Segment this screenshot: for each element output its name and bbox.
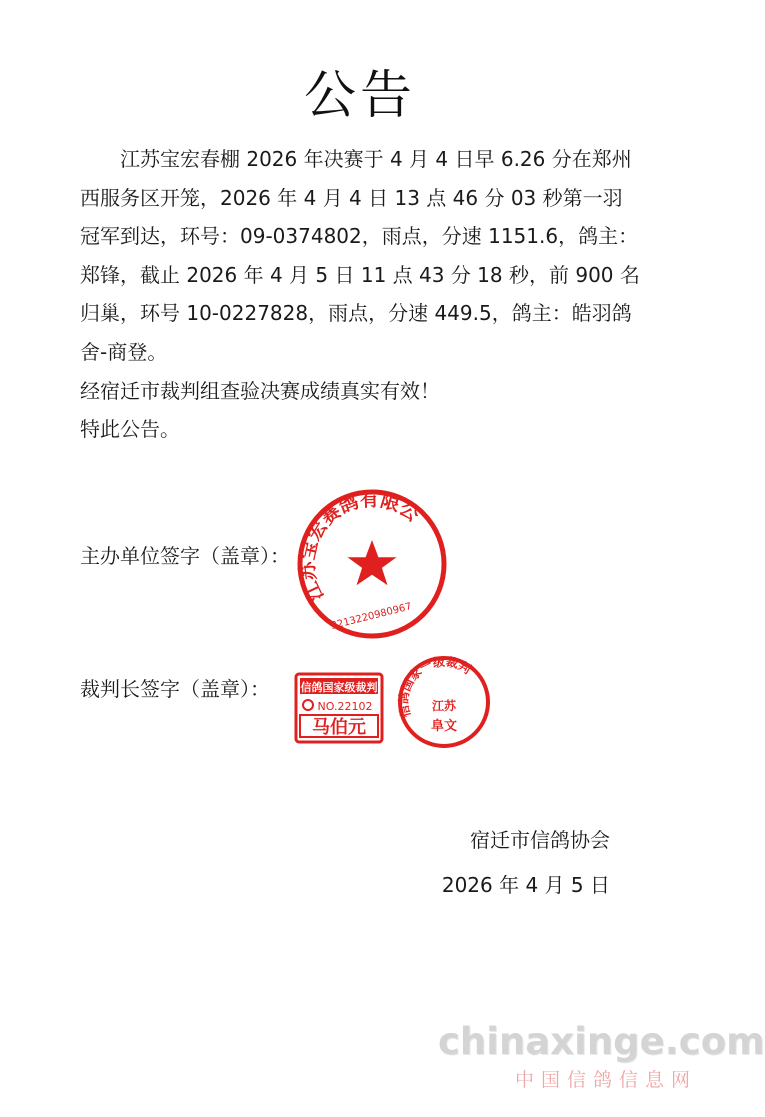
seal-star-icon	[348, 540, 397, 585]
notice-title: 公告	[303, 66, 416, 126]
association-seal-name: 阜文	[430, 719, 458, 734]
notice-paragraph-verify: 经宿迁市裁判组查验决赛成绩真实有效！	[80, 378, 440, 403]
association-seal-text: 信鸽国家一级裁判	[396, 654, 474, 719]
referee-stamp-name: 马伯元	[312, 717, 366, 738]
svg-text:江苏宝宏赛鸽有限公司	[296, 488, 428, 617]
company-seal	[296, 488, 448, 640]
association-seal-region: 江苏	[431, 699, 457, 713]
notice-paragraph-close: 特此公告。	[80, 417, 180, 442]
association-seal	[396, 654, 492, 750]
issue-date: 2026 年 4 月 5 日	[441, 873, 610, 897]
issuer-organization: 宿迁市信鸽协会	[470, 828, 610, 852]
site-watermark: chinaxinge.com	[438, 1020, 765, 1063]
organizer-signature-label: 主办单位签字（盖章）：	[80, 544, 290, 568]
company-seal-code: 3213220980967	[329, 601, 413, 632]
stamp-emblem-icon	[303, 700, 313, 710]
notice-paragraph-main: 江苏宝宏春棚 2026 年决赛于 4 月 4 日早 6.26 分在郑州西服务区开笼，2026 年 4 月 4 日 13 点 46 分 03 秒第一羽冠军到达，环号：09-0374802，雨点，分速 1151.6，鸽主：郑锋，截止 2026 年 4 月 5 日 11 点 43 分 18 秒，前 900 名归巢，环号 10-0227828，雨点，分速 449.5，鸽主：皓羽鸽舍-商登。	[80, 147, 640, 364]
referee-stamp	[294, 672, 384, 744]
referee-stamp-header: 信鸽国家级裁判	[300, 681, 378, 694]
referee-stamp-number: NO.22102	[317, 700, 373, 713]
notice-body	[80, 140, 640, 449]
company-seal-name: 江苏宝宏赛鸽有限公司	[296, 488, 424, 605]
referee-signature-label: 裁判长签字（盖章）：	[80, 677, 270, 701]
site-name-watermark: 中国信鸽信息网	[515, 1069, 698, 1091]
